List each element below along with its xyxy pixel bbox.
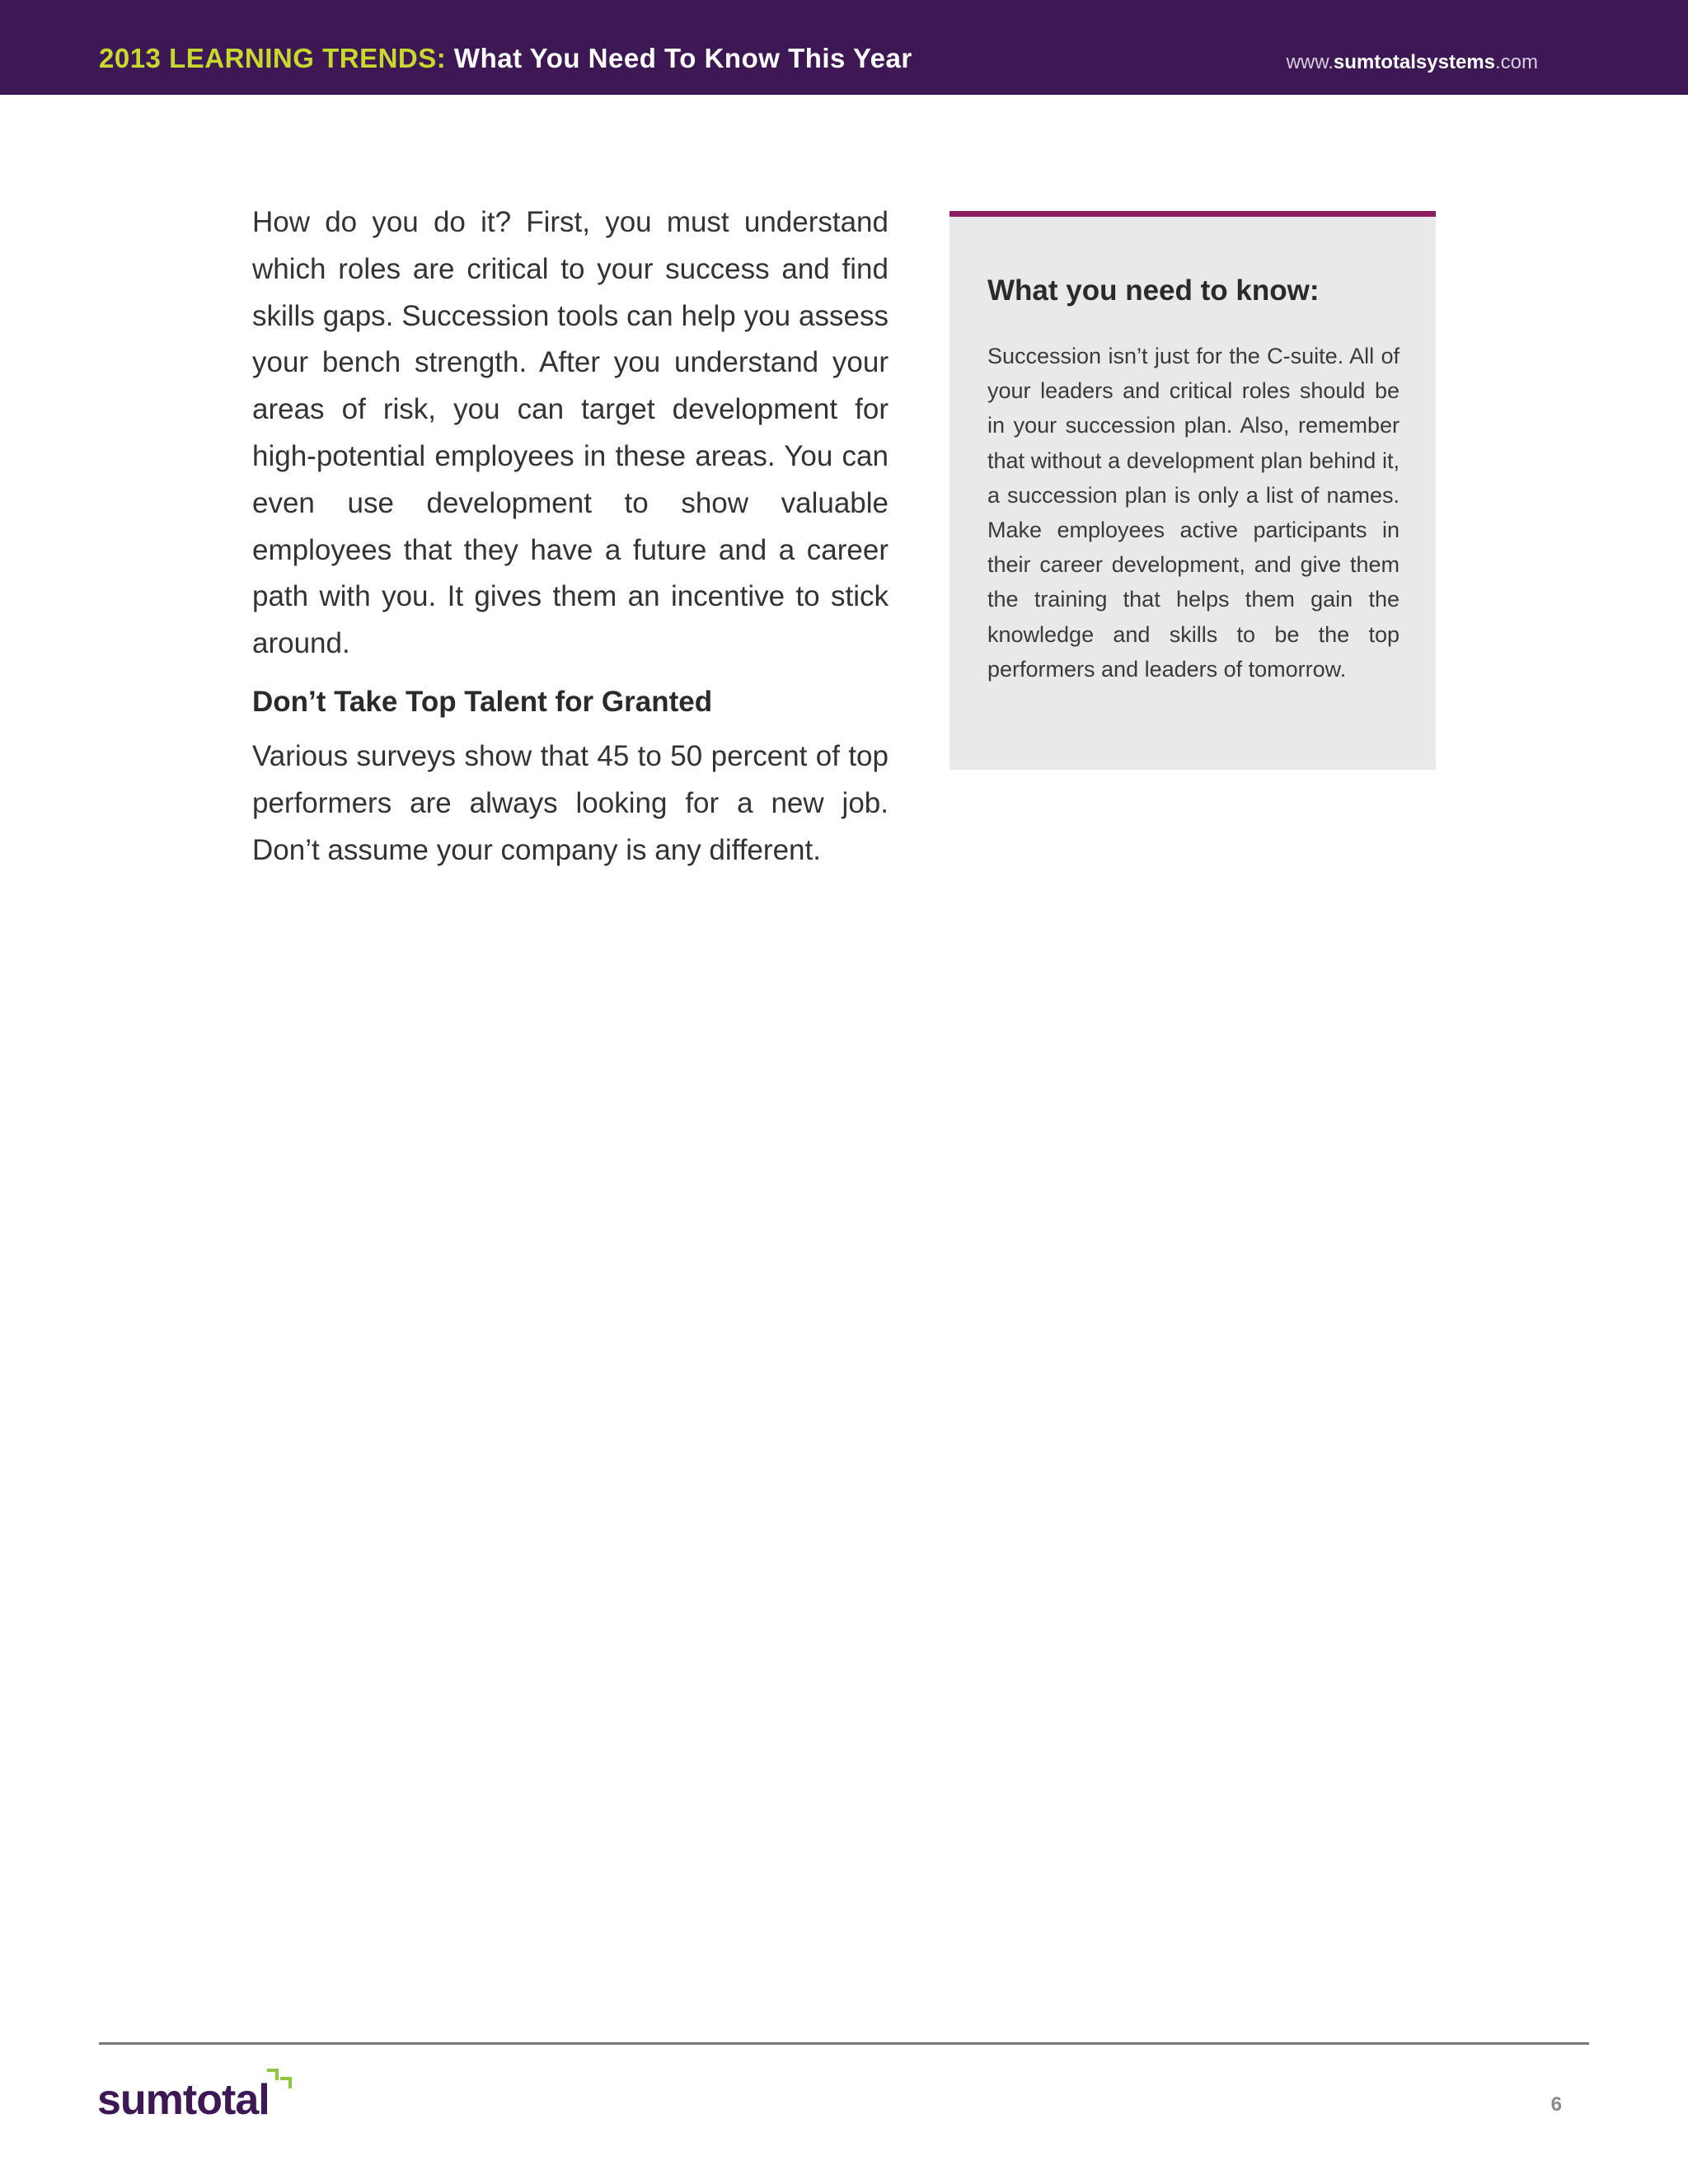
body-paragraph-2: Various surveys show that 45 to 50 percent of top performers are always looking for a new job. Don’t assume your company is any different. bbox=[252, 739, 889, 866]
page-header bbox=[0, 0, 1688, 95]
body-paragraph-1: How do you do it? First, you must understand which roles are critical to your success and find skills gaps. Succession tools can help you assess your bench strength. After you understand your areas of risk, you can target development for high-potential employees in these areas. You can even use development to show valuable employees that they have a future and a career path with you. It gives them an incentive to stick around. bbox=[252, 206, 889, 660]
sumtotal-logo bbox=[97, 2067, 303, 2133]
document-title-accent: 2013 LEARNING TRENDS: bbox=[99, 43, 447, 73]
callout-body: Succession isn’t just for the C-suite. All of your leaders and critical roles should be in your succession plan. Also, remember that without a development plan behind it, a succession plan is only a list of names. Make employees active participants in their career development, and give them the training that helps them gain the knowledge and skills to be the top performers and leaders of tomorrow. bbox=[987, 344, 1400, 682]
document-title bbox=[99, 43, 912, 74]
callout-title: What you need to know: bbox=[987, 274, 1320, 307]
what-you-need-to-know-callout bbox=[950, 211, 1436, 770]
document-title-subtitle: What You Need To Know This Year bbox=[453, 43, 912, 73]
footer-divider bbox=[99, 2042, 1589, 2045]
website-url-prefix: www. bbox=[1286, 51, 1334, 73]
main-column bbox=[252, 199, 889, 874]
logo-wordmark: sumtotal bbox=[97, 2076, 270, 2124]
section-heading: Don’t Take Top Talent for Granted bbox=[252, 685, 713, 718]
page-number: 6 bbox=[1550, 2093, 1562, 2116]
website-link[interactable] bbox=[1287, 51, 1538, 74]
website-url-suffix: .com bbox=[1494, 51, 1538, 73]
website-url-domain: sumtotalsystems bbox=[1333, 51, 1495, 73]
sumtotal-logo-mark-icon bbox=[262, 2067, 295, 2100]
